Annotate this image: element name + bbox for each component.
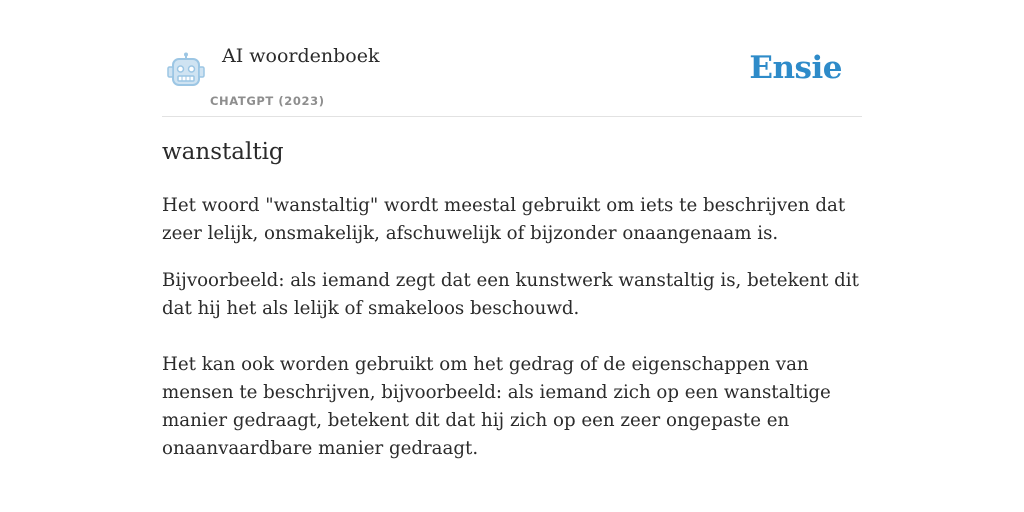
source-meta: CHATGPT (2023): [210, 94, 325, 108]
brand-logo[interactable]: Ensie: [749, 50, 842, 86]
robot-icon: [166, 52, 206, 90]
definition-paragraph: Het woord "wanstaltig" wordt meestal gebruikt om iets te beschrijven dat zeer lelijk, onsmakelijk, afschuwelijk of bijzonder onaangenaam is.: [162, 195, 846, 244]
source-title[interactable]: AI woordenboek: [222, 45, 380, 67]
source-header: [162, 0, 862, 117]
entry-term: wanstaltig: [162, 139, 284, 165]
usage-paragraph: Het kan ook worden gebruikt om het gedrag of de eigenschappen van mensen te beschrijven, bijvoorbeeld: als iemand zich op een wanstaltige manier gedraagt, betekent dit dat hij zich op een zeer ongepaste en onaanvaardbare manier gedraagt.: [162, 354, 831, 459]
example-paragraph: Bijvoorbeeld: als iemand zegt dat een kunstwerk wanstaltig is, betekent dit dat hij het als lelijk of smakeloos beschouwd.: [162, 270, 859, 319]
page-container: [162, 0, 862, 459]
